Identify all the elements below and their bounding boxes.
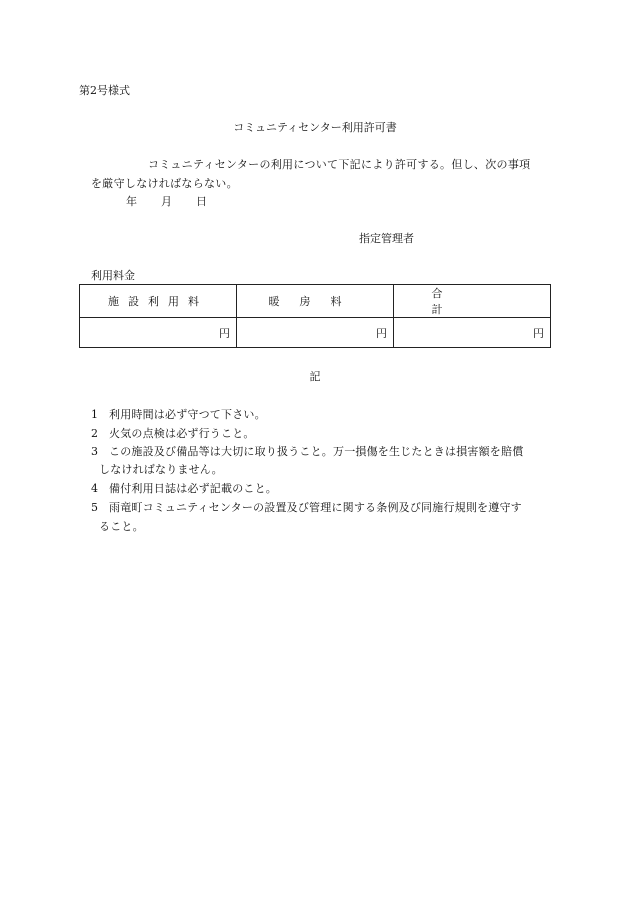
fee-table-header-row <box>80 285 551 318</box>
list-item: 4 備付利用日誌は必ず記載のこと。 <box>91 482 277 495</box>
body-text-line-1: コミュニティセンターの利用について下記により許可する。但し、次の事項 <box>148 158 531 171</box>
fee-caption: 利用料金 <box>91 269 135 282</box>
fee-table-amount-row <box>80 318 551 348</box>
date-month-label: 月 <box>161 195 172 208</box>
date-line <box>126 193 207 209</box>
ki-label: 記 <box>309 370 321 383</box>
fee-table <box>79 284 551 348</box>
date-year-label: 年 <box>126 195 137 208</box>
heating-fee-amount: 円 <box>237 318 394 348</box>
body-text-line-2: を厳守しなければならない。 <box>91 177 238 190</box>
header-facility-fee: 施設利用料 <box>80 285 237 318</box>
document-title: コミュニティセンター利用許可書 <box>233 121 397 134</box>
list-item: 1 利用時間は必ず守つて下さい。 <box>91 408 266 421</box>
list-item: 3 この施設及び備品等は大切に取り扱うこと。万一損傷を生じたときは損害額を賠償 <box>91 445 524 458</box>
header-heating-fee: 暖房料 <box>237 285 394 318</box>
form-number: 第2号様式 <box>79 84 130 97</box>
list-item: 5 雨竜町コミュニティセンターの設置及び管理に関する条例及び同施行規則を遵守す <box>91 501 522 514</box>
list-item-continuation: ること。 <box>99 520 144 533</box>
list-item-continuation: しなければなりません。 <box>99 463 223 476</box>
list-item: 2 火気の点検は必ず行うこと。 <box>91 427 255 440</box>
facility-fee-amount: 円 <box>80 318 237 348</box>
date-day-label: 日 <box>196 195 207 208</box>
manager-label: 指定管理者 <box>359 232 414 245</box>
header-total: 合計 <box>394 285 551 318</box>
total-amount: 円 <box>394 318 551 348</box>
